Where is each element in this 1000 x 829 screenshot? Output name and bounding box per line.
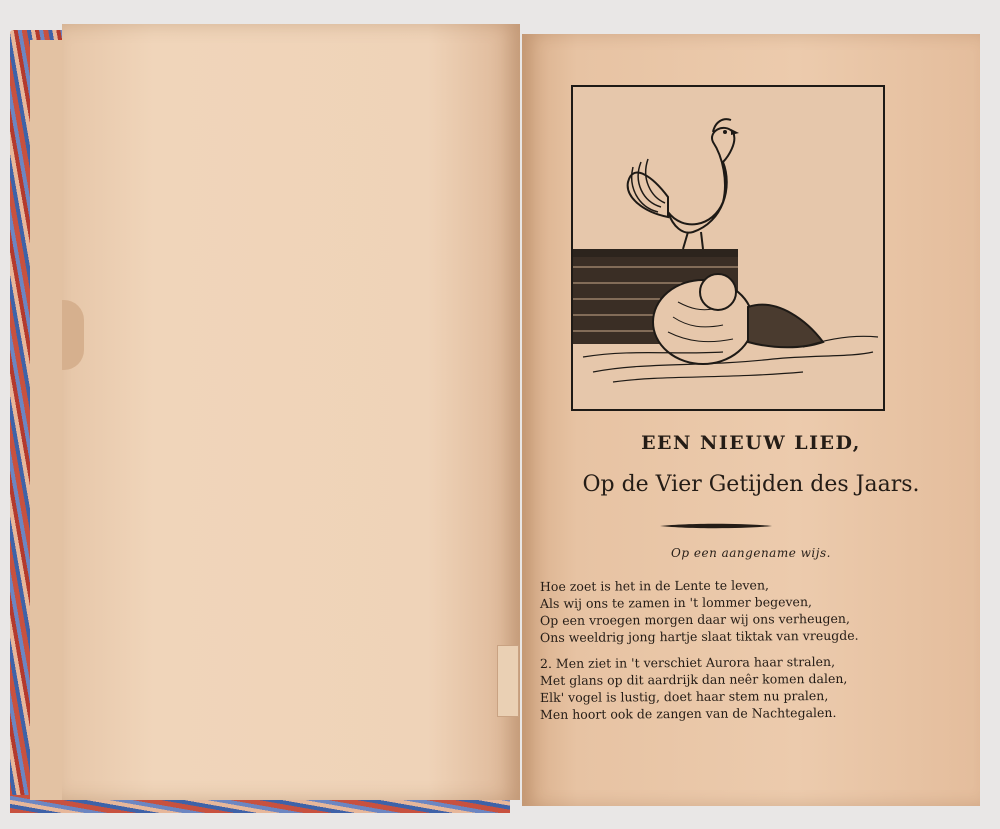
verse-line: Elk' vogel is lustig, doet haar stem nu pralen, bbox=[539, 687, 829, 705]
song-title: EEN NIEUW LIED, bbox=[641, 432, 861, 454]
verse-line: 2. Men ziet in 't verschiet Aurora haar stralen, bbox=[539, 653, 836, 671]
paper-tab bbox=[497, 645, 519, 717]
woodcut-illustration bbox=[571, 85, 885, 411]
tune-indication: Op een aangename wijs. bbox=[671, 546, 831, 560]
verse-line: Als wij ons te zamen in 't lommer begeven, bbox=[539, 594, 812, 611]
verse-1 bbox=[540, 578, 859, 646]
page-notch bbox=[62, 300, 84, 370]
ornament-divider-icon bbox=[658, 520, 774, 532]
verse-line: Op een vroegen morgen daar wij ons verheugen, bbox=[539, 610, 850, 628]
rooster-on-wall-with-hen-icon bbox=[573, 87, 883, 409]
verse-2 bbox=[540, 655, 847, 723]
song-subtitle: Op de Vier Getijden des Jaars. bbox=[582, 472, 920, 497]
verse-line: Met glans op dit aardrijk dan neêr komen dalen, bbox=[539, 670, 848, 688]
verse-line: Hoe zoet is het in de Lente te leven, bbox=[539, 577, 769, 594]
verse-line: Ons weeldrig jong hartje slaat tiktak van vreugde. bbox=[539, 627, 859, 645]
blank-left-page bbox=[62, 24, 520, 800]
verse-line: Men hoort ook de zangen van de Nachtegalen. bbox=[539, 704, 837, 722]
